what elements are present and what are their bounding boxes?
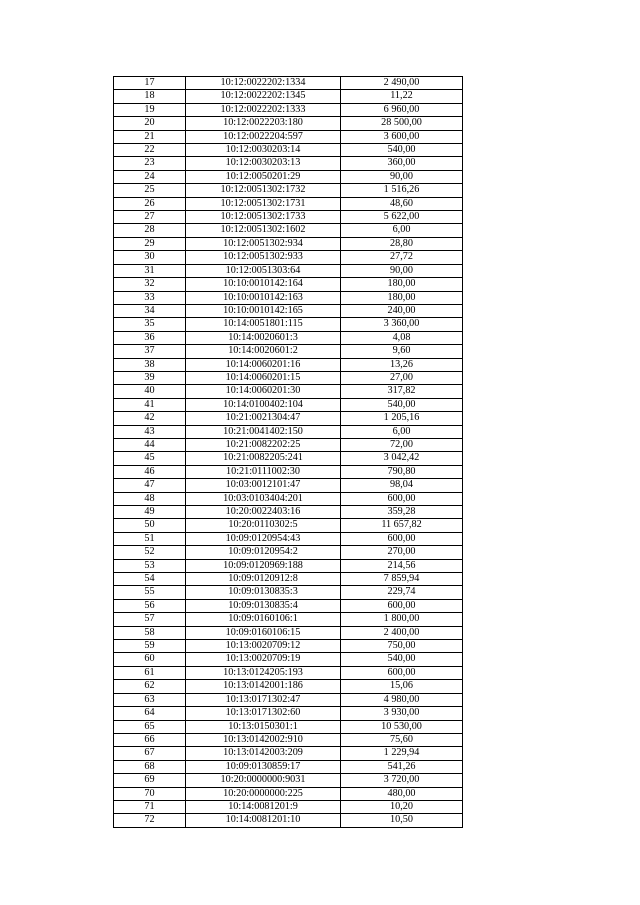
amount-cell: 2 490,00 bbox=[341, 77, 463, 90]
row-number-cell: 37 bbox=[114, 345, 186, 358]
row-number-cell: 32 bbox=[114, 278, 186, 291]
cadastral-number-cell: 10:12:0051302:1731 bbox=[186, 197, 341, 210]
row-number-cell: 47 bbox=[114, 479, 186, 492]
table-row bbox=[114, 532, 463, 545]
amount-cell: 27,72 bbox=[341, 251, 463, 264]
data-table bbox=[113, 76, 463, 828]
cadastral-number-cell: 10:20:0110302:5 bbox=[186, 519, 341, 532]
amount-cell: 90,00 bbox=[341, 170, 463, 183]
amount-cell: 11,22 bbox=[341, 90, 463, 103]
row-number-cell: 56 bbox=[114, 599, 186, 612]
row-number-cell: 65 bbox=[114, 720, 186, 733]
amount-cell: 1 229,94 bbox=[341, 747, 463, 760]
amount-cell: 360,00 bbox=[341, 157, 463, 170]
cadastral-number-cell: 10:14:0100402:104 bbox=[186, 398, 341, 411]
amount-cell: 1 516,26 bbox=[341, 184, 463, 197]
amount-cell: 75,60 bbox=[341, 733, 463, 746]
amount-cell: 750,00 bbox=[341, 640, 463, 653]
amount-cell: 180,00 bbox=[341, 278, 463, 291]
table-row bbox=[114, 278, 463, 291]
cadastral-number-cell: 10:12:0051302:934 bbox=[186, 237, 341, 250]
amount-cell: 270,00 bbox=[341, 546, 463, 559]
row-number-cell: 70 bbox=[114, 787, 186, 800]
table-row bbox=[114, 251, 463, 264]
row-number-cell: 68 bbox=[114, 760, 186, 773]
amount-cell: 600,00 bbox=[341, 492, 463, 505]
cadastral-number-cell: 10:09:0130859:17 bbox=[186, 760, 341, 773]
cadastral-number-cell: 10:09:0120912:8 bbox=[186, 573, 341, 586]
table-row bbox=[114, 144, 463, 157]
cadastral-number-cell: 10:12:0051302:1733 bbox=[186, 211, 341, 224]
amount-cell: 214,56 bbox=[341, 559, 463, 572]
table-row bbox=[114, 492, 463, 505]
row-number-cell: 20 bbox=[114, 117, 186, 130]
cadastral-number-cell: 10:14:0081201:9 bbox=[186, 800, 341, 813]
row-number-cell: 41 bbox=[114, 398, 186, 411]
cadastral-number-cell: 10:12:0022202:1333 bbox=[186, 103, 341, 116]
amount-cell: 10,20 bbox=[341, 800, 463, 813]
row-number-cell: 38 bbox=[114, 358, 186, 371]
row-number-cell: 62 bbox=[114, 680, 186, 693]
table-row bbox=[114, 774, 463, 787]
cadastral-number-cell: 10:10:0010142:163 bbox=[186, 291, 341, 304]
amount-cell: 3 360,00 bbox=[341, 318, 463, 331]
cadastral-number-cell: 10:14:0020601:2 bbox=[186, 345, 341, 358]
amount-cell: 600,00 bbox=[341, 599, 463, 612]
table-row bbox=[114, 157, 463, 170]
amount-cell: 6 960,00 bbox=[341, 103, 463, 116]
amount-cell: 600,00 bbox=[341, 666, 463, 679]
amount-cell: 240,00 bbox=[341, 304, 463, 317]
row-number-cell: 71 bbox=[114, 800, 186, 813]
table-row bbox=[114, 599, 463, 612]
row-number-cell: 31 bbox=[114, 264, 186, 277]
amount-cell: 3 930,00 bbox=[341, 707, 463, 720]
row-number-cell: 26 bbox=[114, 197, 186, 210]
table-row bbox=[114, 626, 463, 639]
cadastral-number-cell: 10:13:0142003:209 bbox=[186, 747, 341, 760]
table-row bbox=[114, 304, 463, 317]
table-row bbox=[114, 787, 463, 800]
cadastral-number-cell: 10:09:0130835:4 bbox=[186, 599, 341, 612]
table-row bbox=[114, 77, 463, 90]
cadastral-number-cell: 10:13:0171302:60 bbox=[186, 707, 341, 720]
table-row bbox=[114, 331, 463, 344]
row-number-cell: 43 bbox=[114, 425, 186, 438]
amount-cell: 600,00 bbox=[341, 532, 463, 545]
amount-cell: 540,00 bbox=[341, 144, 463, 157]
table-row bbox=[114, 680, 463, 693]
cadastral-number-cell: 10:10:0010142:164 bbox=[186, 278, 341, 291]
amount-cell: 11 657,82 bbox=[341, 519, 463, 532]
amount-cell: 28,80 bbox=[341, 237, 463, 250]
amount-cell: 48,60 bbox=[341, 197, 463, 210]
row-number-cell: 25 bbox=[114, 184, 186, 197]
row-number-cell: 34 bbox=[114, 304, 186, 317]
amount-cell: 1 800,00 bbox=[341, 613, 463, 626]
cadastral-number-cell: 10:09:0160106:15 bbox=[186, 626, 341, 639]
row-number-cell: 51 bbox=[114, 532, 186, 545]
row-number-cell: 58 bbox=[114, 626, 186, 639]
table-row bbox=[114, 452, 463, 465]
row-number-cell: 39 bbox=[114, 371, 186, 384]
table-row bbox=[114, 345, 463, 358]
row-number-cell: 63 bbox=[114, 693, 186, 706]
amount-cell: 229,74 bbox=[341, 586, 463, 599]
table-row bbox=[114, 800, 463, 813]
row-number-cell: 66 bbox=[114, 733, 186, 746]
cadastral-number-cell: 10:09:0120954:2 bbox=[186, 546, 341, 559]
table-row bbox=[114, 546, 463, 559]
cadastral-number-cell: 10:21:0082205:241 bbox=[186, 452, 341, 465]
table-row bbox=[114, 170, 463, 183]
cadastral-number-cell: 10:12:0051302:1602 bbox=[186, 224, 341, 237]
cadastral-number-cell: 10:12:0030203:14 bbox=[186, 144, 341, 157]
table-row bbox=[114, 613, 463, 626]
row-number-cell: 17 bbox=[114, 77, 186, 90]
row-number-cell: 24 bbox=[114, 170, 186, 183]
cadastral-number-cell: 10:21:0041402:150 bbox=[186, 425, 341, 438]
row-number-cell: 72 bbox=[114, 814, 186, 827]
cadastral-number-cell: 10:14:0051801:115 bbox=[186, 318, 341, 331]
cadastral-number-cell: 10:13:0020709:12 bbox=[186, 640, 341, 653]
row-number-cell: 36 bbox=[114, 331, 186, 344]
cadastral-number-cell: 10:20:0022403:16 bbox=[186, 506, 341, 519]
table-row bbox=[114, 237, 463, 250]
table-row bbox=[114, 666, 463, 679]
row-number-cell: 28 bbox=[114, 224, 186, 237]
row-number-cell: 42 bbox=[114, 412, 186, 425]
row-number-cell: 45 bbox=[114, 452, 186, 465]
row-number-cell: 21 bbox=[114, 130, 186, 143]
amount-cell: 9,60 bbox=[341, 345, 463, 358]
table-row bbox=[114, 211, 463, 224]
table-row bbox=[114, 640, 463, 653]
amount-cell: 72,00 bbox=[341, 438, 463, 451]
table-row bbox=[114, 371, 463, 384]
cadastral-number-cell: 10:20:0000000:9031 bbox=[186, 774, 341, 787]
amount-cell: 6,00 bbox=[341, 425, 463, 438]
cadastral-number-cell: 10:14:0081201:10 bbox=[186, 814, 341, 827]
row-number-cell: 64 bbox=[114, 707, 186, 720]
amount-cell: 28 500,00 bbox=[341, 117, 463, 130]
amount-cell: 5 622,00 bbox=[341, 211, 463, 224]
table-row bbox=[114, 130, 463, 143]
cadastral-number-cell: 10:12:0051302:933 bbox=[186, 251, 341, 264]
amount-cell: 180,00 bbox=[341, 291, 463, 304]
table-row bbox=[114, 465, 463, 478]
table-row bbox=[114, 264, 463, 277]
row-number-cell: 22 bbox=[114, 144, 186, 157]
amount-cell: 4 980,00 bbox=[341, 693, 463, 706]
cadastral-number-cell: 10:10:0010142:165 bbox=[186, 304, 341, 317]
amount-cell: 2 400,00 bbox=[341, 626, 463, 639]
cadastral-number-cell: 10:20:0000000:225 bbox=[186, 787, 341, 800]
table-row bbox=[114, 197, 463, 210]
cadastral-number-cell: 10:14:0060201:16 bbox=[186, 358, 341, 371]
row-number-cell: 23 bbox=[114, 157, 186, 170]
row-number-cell: 61 bbox=[114, 666, 186, 679]
table-row bbox=[114, 586, 463, 599]
table-row bbox=[114, 519, 463, 532]
cadastral-number-cell: 10:12:0051303:64 bbox=[186, 264, 341, 277]
table-row bbox=[114, 653, 463, 666]
cadastral-number-cell: 10:13:0150301:1 bbox=[186, 720, 341, 733]
cadastral-number-cell: 10:21:0082202:25 bbox=[186, 438, 341, 451]
row-number-cell: 57 bbox=[114, 613, 186, 626]
cadastral-number-cell: 10:09:0160106:1 bbox=[186, 613, 341, 626]
cadastral-number-cell: 10:14:0060201:15 bbox=[186, 371, 341, 384]
row-number-cell: 49 bbox=[114, 506, 186, 519]
amount-cell: 27,00 bbox=[341, 371, 463, 384]
cadastral-number-cell: 10:09:0130835:3 bbox=[186, 586, 341, 599]
row-number-cell: 55 bbox=[114, 586, 186, 599]
row-number-cell: 27 bbox=[114, 211, 186, 224]
table-row bbox=[114, 733, 463, 746]
amount-cell: 317,82 bbox=[341, 385, 463, 398]
amount-cell: 3 600,00 bbox=[341, 130, 463, 143]
row-number-cell: 33 bbox=[114, 291, 186, 304]
row-number-cell: 30 bbox=[114, 251, 186, 264]
table-row bbox=[114, 103, 463, 116]
cadastral-number-cell: 10:13:0020709:19 bbox=[186, 653, 341, 666]
cadastral-number-cell: 10:12:0022204:597 bbox=[186, 130, 341, 143]
row-number-cell: 52 bbox=[114, 546, 186, 559]
table-row bbox=[114, 385, 463, 398]
table-row bbox=[114, 760, 463, 773]
row-number-cell: 40 bbox=[114, 385, 186, 398]
cadastral-number-cell: 10:14:0020601:3 bbox=[186, 331, 341, 344]
table-row bbox=[114, 573, 463, 586]
table-row bbox=[114, 559, 463, 572]
cadastral-number-cell: 10:12:0030203:13 bbox=[186, 157, 341, 170]
cadastral-number-cell: 10:21:0111002:30 bbox=[186, 465, 341, 478]
table-row bbox=[114, 358, 463, 371]
row-number-cell: 54 bbox=[114, 573, 186, 586]
table-row bbox=[114, 693, 463, 706]
table-row bbox=[114, 412, 463, 425]
table-row bbox=[114, 117, 463, 130]
amount-cell: 98,04 bbox=[341, 479, 463, 492]
cadastral-number-cell: 10:12:0022202:1345 bbox=[186, 90, 341, 103]
table-row bbox=[114, 479, 463, 492]
row-number-cell: 69 bbox=[114, 774, 186, 787]
row-number-cell: 67 bbox=[114, 747, 186, 760]
amount-cell: 4,08 bbox=[341, 331, 463, 344]
row-number-cell: 35 bbox=[114, 318, 186, 331]
amount-cell: 790,80 bbox=[341, 465, 463, 478]
amount-cell: 359,28 bbox=[341, 506, 463, 519]
amount-cell: 13,26 bbox=[341, 358, 463, 371]
amount-cell: 90,00 bbox=[341, 264, 463, 277]
row-number-cell: 60 bbox=[114, 653, 186, 666]
amount-cell: 3 720,00 bbox=[341, 774, 463, 787]
row-number-cell: 59 bbox=[114, 640, 186, 653]
amount-cell: 7 859,94 bbox=[341, 573, 463, 586]
cadastral-number-cell: 10:09:0120954:43 bbox=[186, 532, 341, 545]
table-row bbox=[114, 398, 463, 411]
table-row bbox=[114, 720, 463, 733]
cadastral-number-cell: 10:03:0103404:201 bbox=[186, 492, 341, 505]
amount-cell: 541,26 bbox=[341, 760, 463, 773]
table-row bbox=[114, 747, 463, 760]
row-number-cell: 48 bbox=[114, 492, 186, 505]
table-row bbox=[114, 90, 463, 103]
amount-cell: 6,00 bbox=[341, 224, 463, 237]
amount-cell: 540,00 bbox=[341, 398, 463, 411]
cadastral-number-cell: 10:13:0142001:186 bbox=[186, 680, 341, 693]
amount-cell: 10 530,00 bbox=[341, 720, 463, 733]
row-number-cell: 46 bbox=[114, 465, 186, 478]
cadastral-number-cell: 10:12:0050201:29 bbox=[186, 170, 341, 183]
cadastral-number-cell: 10:12:0022202:1334 bbox=[186, 77, 341, 90]
table-body bbox=[114, 77, 463, 828]
row-number-cell: 44 bbox=[114, 438, 186, 451]
table-row bbox=[114, 291, 463, 304]
table-row bbox=[114, 318, 463, 331]
table-row bbox=[114, 707, 463, 720]
amount-cell: 15,06 bbox=[341, 680, 463, 693]
cadastral-number-cell: 10:13:0171302:47 bbox=[186, 693, 341, 706]
cadastral-number-cell: 10:13:0142002:910 bbox=[186, 733, 341, 746]
amount-cell: 540,00 bbox=[341, 653, 463, 666]
table-row bbox=[114, 506, 463, 519]
amount-cell: 10,50 bbox=[341, 814, 463, 827]
table-row bbox=[114, 814, 463, 827]
cadastral-number-cell: 10:03:0012101:47 bbox=[186, 479, 341, 492]
table-row bbox=[114, 438, 463, 451]
row-number-cell: 18 bbox=[114, 90, 186, 103]
cadastral-number-cell: 10:09:0120969:188 bbox=[186, 559, 341, 572]
cadastral-number-cell: 10:21:0021304:47 bbox=[186, 412, 341, 425]
table-row bbox=[114, 184, 463, 197]
table-row bbox=[114, 425, 463, 438]
row-number-cell: 19 bbox=[114, 103, 186, 116]
amount-cell: 3 042,42 bbox=[341, 452, 463, 465]
cadastral-number-cell: 10:13:0124205:193 bbox=[186, 666, 341, 679]
amount-cell: 480,00 bbox=[341, 787, 463, 800]
cadastral-number-cell: 10:12:0022203:180 bbox=[186, 117, 341, 130]
cadastral-number-cell: 10:12:0051302:1732 bbox=[186, 184, 341, 197]
table-row bbox=[114, 224, 463, 237]
row-number-cell: 50 bbox=[114, 519, 186, 532]
row-number-cell: 29 bbox=[114, 237, 186, 250]
amount-cell: 1 205,16 bbox=[341, 412, 463, 425]
cadastral-number-cell: 10:14:0060201:30 bbox=[186, 385, 341, 398]
row-number-cell: 53 bbox=[114, 559, 186, 572]
